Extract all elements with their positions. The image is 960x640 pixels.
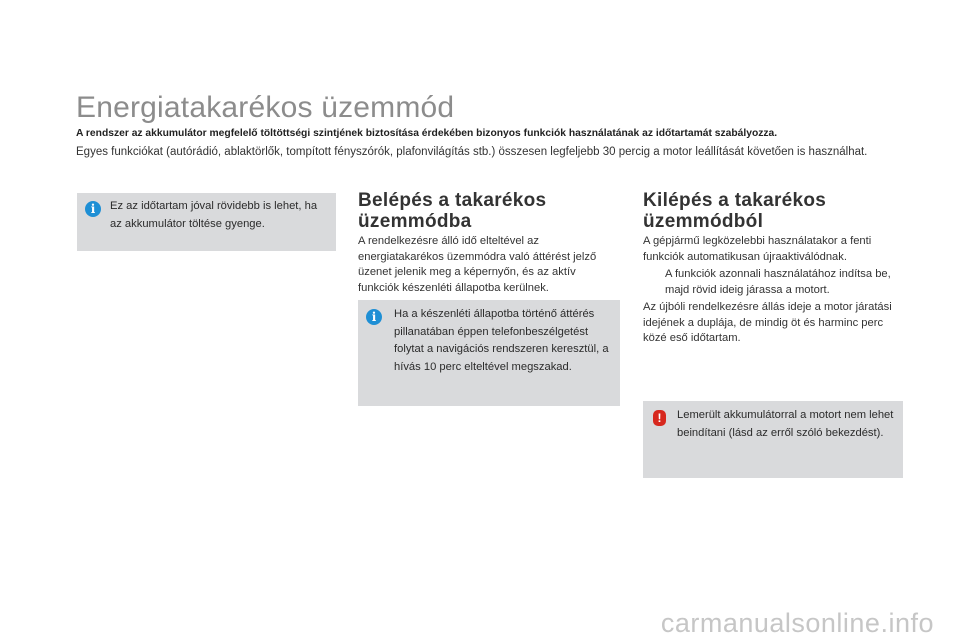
watermark: carmanualsonline.info <box>660 608 934 638</box>
enter-heading: Belépés a takarékos üzemmódba <box>358 190 547 232</box>
exit-heading: Kilépés a takarékos üzemmódból <box>643 190 827 232</box>
left-note-text: Ez az időtartam jóval rövidebb is lehet, ha az akkumulátor töltése gyenge. <box>110 200 318 230</box>
enter-info-note <box>358 300 620 406</box>
exit-warning-note <box>643 401 903 478</box>
exit-body-2: Az újbóli rendelkezésre állás ideje a motor járatási idejének a duplája, de mindig öt és harminc perc közé eső időtartam. <box>643 301 892 344</box>
page-title: Energiatakarékos üzemmód <box>76 91 455 124</box>
left-info-note <box>77 193 336 251</box>
warning-icon: ! <box>653 410 666 426</box>
enter-note-text: Ha a készenléti állapotba történő áttérés pillanatában éppen telefonbeszélgetést folytat a navigációs rendszeren keresztül, a hívás 10 perc elteltével megszakad. <box>394 308 609 373</box>
exit-body: A gépjármű legközelebbi használatakor a fenti funkciók automatikusan újraaktiválódnak. <box>643 235 872 263</box>
exit-bullet <box>643 267 903 299</box>
intro-paragraph: Egyes funkciókat (autórádió, ablaktörlők, tompított fényszórók, plafonvilágítás stb.) összesen legfeljebb 30 percig a motor leállítását követően is használhat. <box>76 146 868 158</box>
enter-body: A rendelkezésre álló idő elteltével az energiatakarékos üzemmódra való áttérést jelző üzenet jelenik meg a képernyőn, és az aktív funkciók készenléti állapotba kerülnek. <box>358 235 597 294</box>
exit-warning-text: Lemerült akkumulátorral a motort nem lehet beindítani (lásd az erről szóló bekezdést). <box>677 409 894 439</box>
page-subtitle: A rendszer az akkumulátor megfelelő töltöttségi szintjének biztosítása érdekében bizonyos funkciók használatának az időtartamát szabályozza. <box>76 128 778 139</box>
info-icon: i <box>85 201 101 217</box>
exit-bullet-text: A funkciók azonnali használatához indítsa be, majd rövid ideig járassa a motort. <box>665 268 891 296</box>
info-icon: i <box>366 309 382 325</box>
